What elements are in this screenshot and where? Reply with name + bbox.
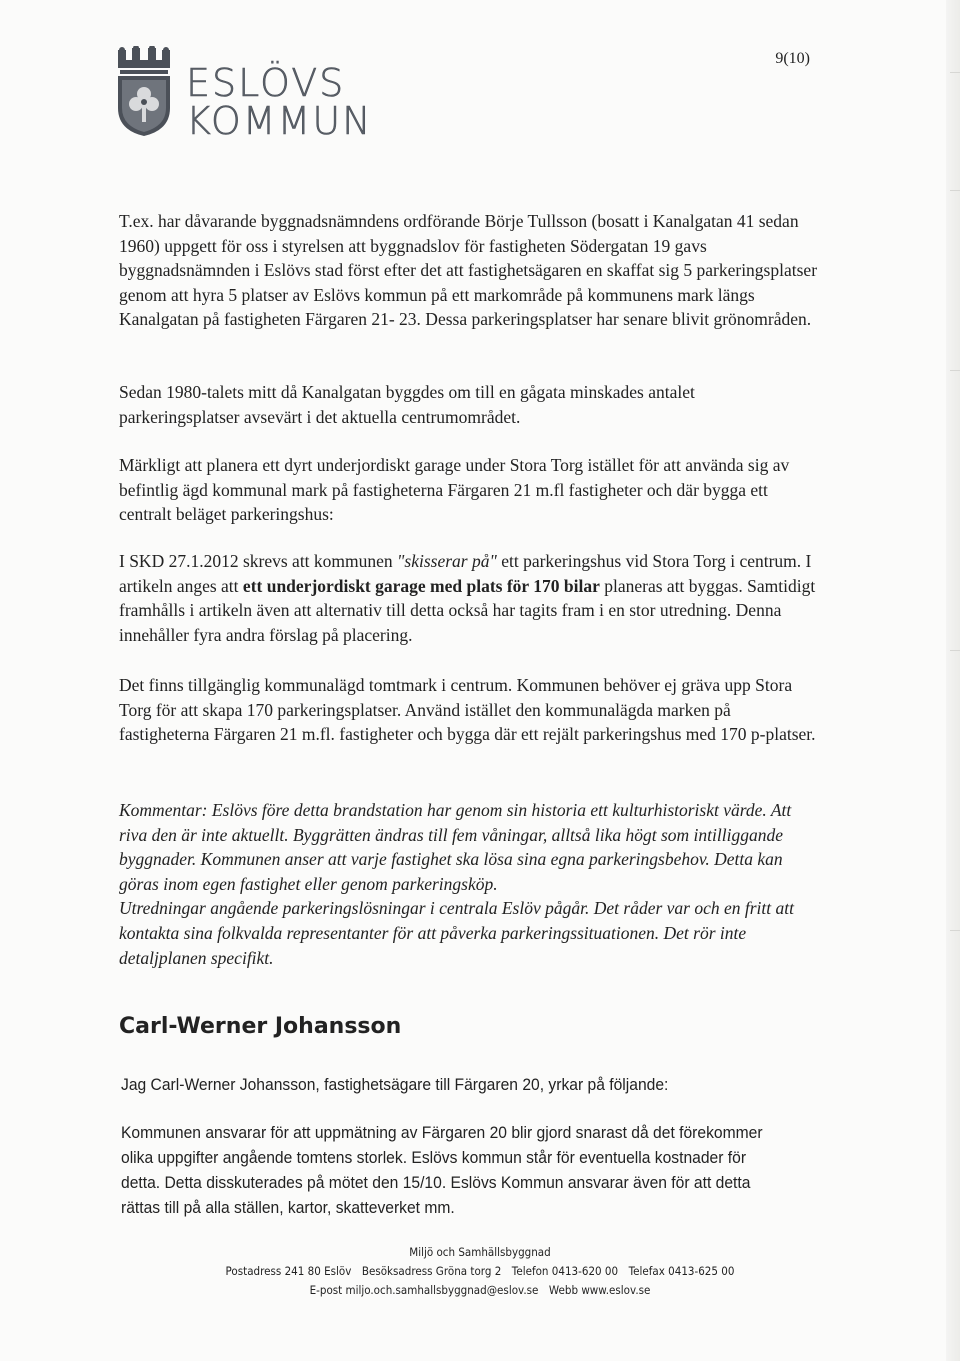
footer-online-row xyxy=(48,1281,912,1300)
page-footer xyxy=(0,1243,960,1300)
kommun-logo xyxy=(112,46,373,143)
p4-text-a: I SKD 27.1.2012 skrevs att kommunen xyxy=(119,551,398,571)
p4-quote: "skisserar på" xyxy=(397,551,497,571)
footer-fax: Telefax 0413-625 00 xyxy=(628,1264,735,1278)
comment-paragraph-2: Utredningar angående parkeringslösningar i centrala Eslöv pågår. Det råder var och en fritt att kontakta sina folkvalda representanter för att påverka parkeringssituationen. Det rör inte detaljplanen specifikt. xyxy=(119,898,794,968)
p4-text-b: ett parkeringshus vid Stora Torg i centrum. I artikeln anges att xyxy=(119,551,812,596)
footer-visit: Besöksadress Gröna torg 2 xyxy=(361,1264,502,1278)
section-heading: Carl-Werner Johansson xyxy=(119,1014,402,1039)
logo-line-2: KOMMUN xyxy=(186,99,373,143)
footer-phone: Telefon 0413-620 00 xyxy=(511,1264,619,1278)
paragraph-2: Sedan 1980-talets mitt då Kanalgatan byggdes om till en gågata minskades antalet parkeringsplatser avsevärt i det aktuella centrumområdet. xyxy=(119,382,695,427)
footer-contact-row xyxy=(48,1262,912,1281)
footer-department: Miljö och Samhällsbyggnad xyxy=(409,1245,551,1259)
paragraph-1: T.ex. har dåvarande byggnadsnämndens ordförande Börje Tullsson (bosatt i Kanalgatan 41 sedan 1960) uppgett för oss i styrelsen att byggnadslov för fastigheten Södergatan 19 gavs byggnadsnämnden i Eslövs stad först efter det att fastighetsägaren en skaffat sig 5 parkeringsplatser genom att hyra 5 platser av Eslövs kommun på ett markområde på kommunens mark längs Kanalgatan på fastigheten Färgaren 21- 23. Dessa parkeringsplatser har senare blivit grönområden. xyxy=(119,211,818,330)
paragraph-3: Märkligt att planera ett dyrt underjordiskt garage under Stora Torg istället för att använda sig av befintlig ägd kommunal mark på fastigheterna Färgaren 21 m.fl fastigheter och där bygga ett centralt beläget parkeringshus: xyxy=(119,455,790,525)
logo-line-1: ESLÖVS xyxy=(186,61,346,105)
p4-text-c: planeras att byggas. Samtidigt framhålls i artikeln även att alternativ till detta också har tagits fram i en stor utredning. Denna innehåller fyra andra förslag på placering. xyxy=(119,575,816,645)
paragraph-5: Det finns tillgänglig kommunalägd tomtmark i centrum. Kommunen behöver ej gräva upp Stora Torg för att skapa 170 parkeringsplatser. Använd istället den kommunalägda marken på fastigheterna Färgaren 21 m.fl. fastigheter och bygga där ett rejält parkeringshus med 170 p-platser. xyxy=(119,675,816,745)
section-paragraph-1: Jag Carl-Werner Johansson, fastighetsägare till Färgaren 20, yrkar på följande: xyxy=(121,1075,669,1094)
comment-paragraph-1: Kommentar: Eslövs före detta brandstation har genom sin historia ett kulturhistoriskt värde. Att riva den är inte aktuellt. Byggrätten ändras till fem våningar, alltså lika högt som intilliggande byggnader. Kommunen anser att varje fastighet ska lösa sina egna parkeringsbehov. Detta kan göras inom egen fastighet eller genom parkeringsköp. xyxy=(119,800,792,894)
section-paragraph-2: Kommunen ansvarar för att uppmätning av Färgaren 20 blir gjord snarast då det förekommer olika uppgifter angående tomtens storlek. Eslövs kommun står för eventuella kostnader för detta. Detta disskuterades på mötet den 15/10. Eslövs Kommun ansvarar även för att detta rättas till på alla ställen, kartor, skatteverket mm. xyxy=(121,1123,763,1217)
paragraph-4 xyxy=(119,549,819,647)
footer-web: Webb www.eslov.se xyxy=(548,1283,651,1297)
kommun-wordmark xyxy=(186,61,373,143)
footer-postal: Postadress 241 80 Eslöv xyxy=(225,1264,352,1278)
p4-bold: ett underjordiskt garage med plats för 170 bilar xyxy=(242,575,600,596)
footer-email: E-post miljo.och.samhallsbyggnad@eslov.se xyxy=(309,1283,539,1297)
page-number: 9(10) xyxy=(775,50,810,67)
scan-edge xyxy=(946,0,960,1361)
comment-block xyxy=(119,798,819,970)
coat-of-arms-icon xyxy=(112,46,176,138)
